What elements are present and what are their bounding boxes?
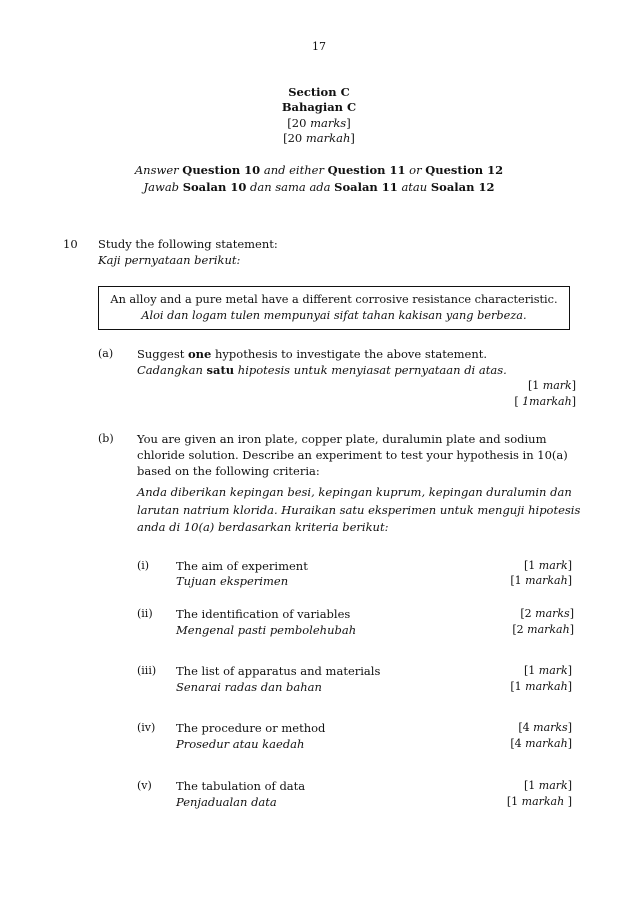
criteria-item-mark-ms: [1 markah ] (506, 795, 572, 808)
criteria-item-ms: Mengenal pasti pembolehubah (176, 623, 357, 637)
criteria-item-mark-ms: [2 markah] (512, 623, 574, 636)
statement-box (98, 286, 570, 330)
criteria-item-label: (v) (137, 779, 152, 792)
part-b-ms-line-1: Anda diberikan kepingan besi, kepingan kuprum, kepingan duralumin dan (137, 485, 572, 499)
part-b-en-line-3: based on the following criteria: (137, 464, 320, 478)
part-b-ms-line-3: anda di 10(a) berdasarkan kriteria berikut: (137, 520, 389, 534)
question-intro-en: Study the following statement: (98, 237, 278, 251)
criteria-item-ms: Prosedur atau kaedah (176, 737, 305, 751)
part-b-en-line-2: chloride solution. Describe an experiment to test your hypothesis in 10(a) (137, 448, 568, 462)
criteria-item-mark-en: [1 mark] (523, 559, 572, 572)
criteria-item-label: (iii) (137, 664, 157, 677)
page-number: 17 (312, 40, 326, 53)
criteria-item-en: The procedure or method (176, 721, 326, 735)
part-a-mark-en: [1 mark] (527, 379, 576, 392)
part-a-ms: Cadangkan satu hipotesis untuk menyiasat pernyataan di atas. (137, 363, 507, 377)
criteria-item-mark-ms: [1 markah] (510, 680, 572, 693)
criteria-item-en: The identification of variables (176, 607, 351, 621)
section-marks-ms: [20 markah] (283, 131, 355, 145)
section-title-ms: Bahagian C (281, 100, 357, 114)
criteria-item-label: (iv) (137, 721, 156, 734)
statement-en: An alloy and a pure metal have a different corrosive resistance characteristic. (110, 293, 558, 306)
criteria-item-ms: Penjadualan data (176, 795, 277, 809)
instruction-en: Answer Question 10 and either Question 11 or Question 12 (134, 163, 504, 177)
part-b-label: (b) (98, 432, 114, 445)
criteria-item-en: The list of apparatus and materials (176, 664, 381, 678)
criteria-item-label: (ii) (137, 607, 153, 620)
instruction-ms: Jawab Soalan 10 dan sama ada Soalan 11 atau Soalan 12 (143, 180, 495, 194)
section-title-en: Section C (288, 85, 350, 99)
part-a-label: (a) (98, 347, 114, 360)
part-b-ms-line-2: larutan natrium klorida. Huraikan satu eksperimen untuk menguji hipotesis (137, 503, 581, 517)
part-b-en-line-1: You are given an iron plate, copper plate, duralumin plate and sodium (137, 432, 547, 446)
criteria-item-ms: Senarai radas dan bahan (176, 680, 322, 694)
part-a-mark-ms: [ 1markah] (514, 395, 576, 408)
statement-ms: Aloi dan logam tulen mempunyai sifat tahan kakisan yang berbeza. (141, 309, 527, 322)
criteria-item-ms: Tujuan eksperimen (176, 574, 289, 588)
part-a-en: Suggest one hypothesis to investigate the above statement. (137, 347, 488, 361)
question-intro-ms: Kaji pernyataan berikut: (98, 253, 241, 267)
criteria-item-label: (i) (137, 559, 150, 572)
section-marks-en: [20 marks] (287, 116, 351, 130)
criteria-item-mark-en: [2 marks] (520, 607, 574, 620)
criteria-item-en: The tabulation of data (176, 779, 306, 793)
criteria-item-mark-en: [1 mark] (523, 779, 572, 792)
criteria-item-mark-en: [4 marks] (518, 721, 572, 734)
criteria-item-en: The aim of experiment (176, 559, 308, 573)
criteria-item-mark-en: [1 mark] (523, 664, 572, 677)
criteria-item-mark-ms: [1 markah] (510, 574, 572, 587)
question-number: 10 (63, 237, 78, 251)
criteria-item-mark-ms: [4 markah] (510, 737, 572, 750)
